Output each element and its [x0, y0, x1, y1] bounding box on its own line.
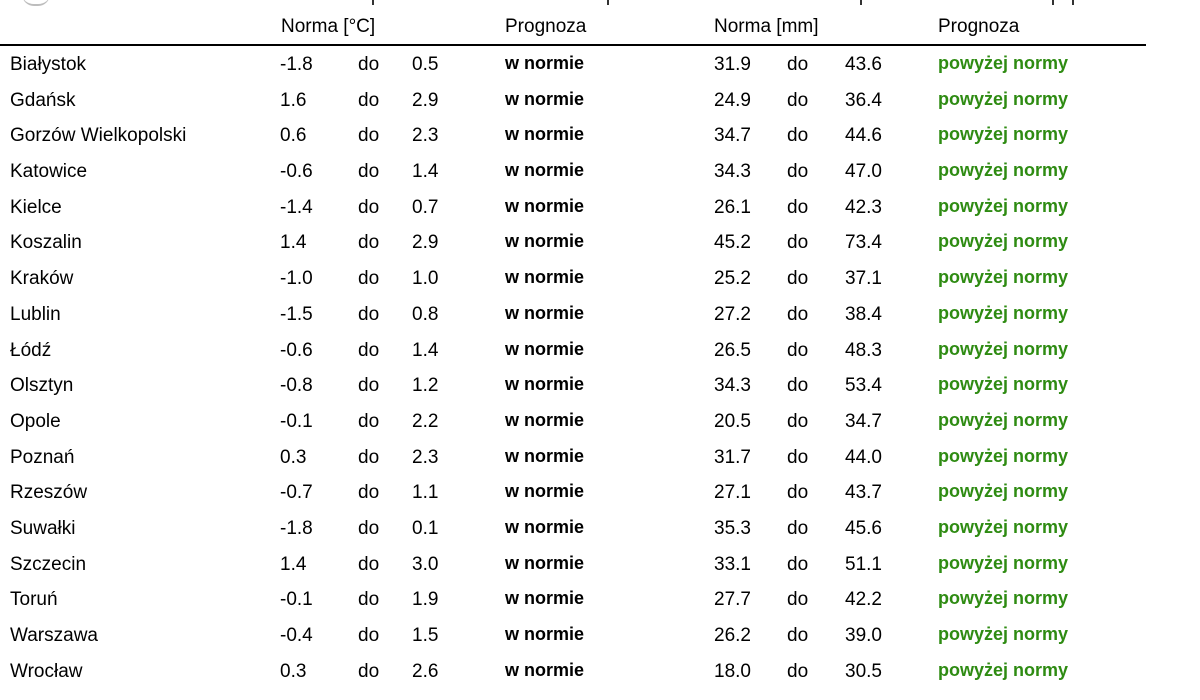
city-name: Kraków: [10, 268, 74, 290]
temp-norm-connector: do: [358, 232, 380, 254]
city-name: Kielce: [10, 196, 62, 218]
temp-norm-min: -1.5: [280, 303, 313, 325]
precip-forecast: powyżej normy: [938, 445, 1069, 466]
precip-norm-min: 26.1: [714, 196, 751, 218]
precip-forecast: powyżej normy: [938, 195, 1069, 216]
temp-norm-min: 0.3: [280, 446, 307, 468]
temp-norm-max: 1.2: [412, 375, 439, 397]
table-row: [0, 475, 1200, 511]
precip-norm-min: 26.2: [714, 625, 751, 646]
temp-forecast: w normie: [505, 267, 585, 288]
city-name: Warszawa: [10, 625, 98, 646]
precip-norm-connector: do: [787, 125, 809, 147]
precip-norm-min: 34.7: [714, 125, 751, 147]
city-name: Białystok: [10, 54, 87, 75]
table-row: [0, 225, 1200, 261]
temp-norm-max: 0.7: [412, 196, 439, 218]
precip-norm-connector: do: [787, 625, 809, 646]
temp-norm-connector: do: [358, 303, 380, 325]
clipped-mark: [860, 0, 862, 5]
temp-norm-connector: do: [358, 625, 380, 646]
temp-forecast: w normie: [505, 516, 585, 537]
precip-norm-min: 26.5: [714, 339, 751, 361]
temp-forecast: w normie: [505, 88, 585, 109]
precip-norm-min: 45.2: [714, 232, 751, 254]
precip-norm-max: 48.3: [845, 339, 882, 361]
temp-forecast: w normie: [505, 124, 585, 145]
precip-forecast: powyżej normy: [938, 88, 1069, 109]
temp-norm-connector: do: [358, 589, 380, 611]
temp-norm-connector: do: [358, 339, 380, 361]
temp-norm-min: 1.4: [280, 232, 307, 254]
precip-forecast: powyżej normy: [938, 53, 1069, 73]
temp-forecast: w normie: [505, 374, 585, 395]
precip-norm-max: 51.1: [845, 553, 882, 575]
precip-forecast: powyżej normy: [938, 481, 1069, 502]
precip-norm-max: 43.7: [845, 482, 882, 504]
precip-norm-min: 27.7: [714, 589, 751, 611]
clipped-logo-arc: [22, 0, 50, 6]
precip-norm-max: 43.6: [845, 54, 882, 75]
precip-norm-connector: do: [787, 446, 809, 468]
precip-norm-max: 45.6: [845, 517, 882, 539]
temp-norm-connector: do: [358, 89, 380, 111]
precip-norm-connector: do: [787, 89, 809, 111]
precip-forecast: powyżej normy: [938, 624, 1069, 644]
temp-forecast: w normie: [505, 624, 585, 644]
temp-norm-min: -0.4: [280, 625, 313, 646]
temp-norm-max: 2.9: [412, 232, 439, 254]
header-norma-temperature: Norma [°C]: [281, 16, 376, 37]
temp-norm-max: 0.5: [412, 54, 439, 75]
precip-norm-max: 30.5: [845, 660, 882, 682]
city-name: Opole: [10, 410, 61, 432]
city-name: Rzeszów: [10, 482, 88, 504]
clipped-mark: [372, 0, 374, 5]
city-name: Toruń: [10, 589, 58, 611]
temp-forecast: w normie: [505, 195, 585, 216]
precip-norm-connector: do: [787, 339, 809, 361]
precip-forecast: powyżej normy: [938, 374, 1069, 395]
city-name: Olsztyn: [10, 375, 74, 397]
temp-norm-min: 1.6: [280, 89, 307, 111]
temp-norm-min: 0.3: [280, 660, 307, 682]
precip-forecast: powyżej normy: [938, 338, 1069, 359]
temp-norm-connector: do: [358, 410, 380, 432]
temp-forecast: w normie: [505, 481, 585, 502]
city-name: Koszalin: [10, 232, 82, 254]
temp-norm-max: 1.9: [412, 589, 439, 611]
precip-norm-min: 27.1: [714, 482, 751, 504]
precip-norm-max: 44.0: [845, 446, 882, 468]
precip-forecast: powyżej normy: [938, 267, 1069, 288]
temp-norm-min: -0.6: [280, 161, 313, 183]
table-row: [0, 511, 1200, 547]
precip-norm-max: 73.4: [845, 232, 882, 254]
table-row: [0, 404, 1200, 440]
temp-norm-min: -1.8: [280, 54, 313, 75]
temp-norm-max: 2.3: [412, 125, 439, 147]
precip-norm-max: 42.3: [845, 196, 882, 218]
temp-norm-max: 3.0: [412, 553, 439, 575]
temp-forecast: w normie: [505, 53, 585, 73]
city-name: Gdańsk: [10, 89, 76, 111]
city-name: Suwałki: [10, 517, 76, 539]
city-name: Szczecin: [10, 553, 87, 575]
temp-norm-connector: do: [358, 125, 380, 147]
table-body: [0, 47, 1200, 689]
precip-norm-max: 38.4: [845, 303, 882, 325]
temp-norm-min: 1.4: [280, 553, 307, 575]
precip-forecast: powyżej normy: [938, 552, 1069, 573]
temp-norm-connector: do: [358, 161, 380, 183]
temp-norm-connector: do: [358, 196, 380, 218]
precip-forecast: powyżej normy: [938, 516, 1069, 537]
precip-norm-min: 35.3: [714, 517, 751, 539]
clipped-mark: [607, 0, 609, 5]
temp-forecast: w normie: [505, 659, 585, 680]
table-row: [0, 261, 1200, 297]
temp-norm-min: -0.1: [280, 410, 313, 432]
precip-norm-min: 31.7: [714, 446, 751, 468]
precip-norm-connector: do: [787, 410, 809, 432]
temp-norm-max: 2.6: [412, 660, 439, 682]
table-row: [0, 47, 1200, 83]
temp-forecast: w normie: [505, 552, 585, 573]
precip-norm-connector: do: [787, 54, 809, 75]
precip-forecast: powyżej normy: [938, 124, 1069, 145]
precip-norm-min: 25.2: [714, 268, 751, 290]
temp-forecast: w normie: [505, 302, 585, 323]
precip-forecast: powyżej normy: [938, 409, 1069, 430]
table-row: [0, 190, 1200, 226]
precip-norm-min: 34.3: [714, 375, 751, 397]
temp-norm-max: 1.4: [412, 161, 439, 183]
precip-norm-max: 42.2: [845, 589, 882, 611]
temp-norm-max: 1.0: [412, 268, 439, 290]
precip-norm-min: 27.2: [714, 303, 751, 325]
precip-norm-max: 53.4: [845, 375, 882, 397]
header-prognoza-precipitation: Prognoza: [938, 16, 1020, 37]
temp-norm-max: 2.9: [412, 89, 439, 111]
temp-norm-connector: do: [358, 482, 380, 504]
precip-norm-min: 34.3: [714, 161, 751, 183]
table-row: [0, 83, 1200, 119]
precip-norm-connector: do: [787, 232, 809, 254]
temp-forecast: w normie: [505, 160, 585, 181]
temp-norm-connector: do: [358, 553, 380, 575]
precip-norm-connector: do: [787, 589, 809, 611]
table-row: [0, 618, 1200, 654]
precip-norm-connector: do: [787, 268, 809, 290]
precip-norm-connector: do: [787, 482, 809, 504]
header-norma-precipitation: Norma [mm]: [714, 16, 819, 37]
table-row: [0, 547, 1200, 583]
precip-norm-connector: do: [787, 660, 809, 682]
temp-norm-connector: do: [358, 375, 380, 397]
precip-norm-max: 47.0: [845, 161, 882, 183]
precip-norm-min: 18.0: [714, 660, 751, 682]
temp-norm-connector: do: [358, 54, 380, 75]
precip-norm-min: 31.9: [714, 54, 751, 75]
temp-norm-min: -1.4: [280, 196, 313, 218]
table-row: [0, 582, 1200, 618]
clipped-mark: [1052, 0, 1054, 5]
temp-norm-max: 1.4: [412, 339, 439, 361]
table-row: [0, 440, 1200, 476]
city-name: Wrocław: [10, 660, 83, 682]
temp-forecast: w normie: [505, 409, 585, 430]
clipped-mark: [1072, 0, 1074, 5]
temp-norm-max: 0.1: [412, 517, 439, 539]
precip-norm-connector: do: [787, 375, 809, 397]
temp-forecast: w normie: [505, 231, 585, 252]
temp-norm-max: 1.5: [412, 625, 439, 646]
precip-forecast: powyżej normy: [938, 659, 1069, 680]
temp-norm-max: 1.1: [412, 482, 439, 504]
table-row: [0, 654, 1200, 690]
city-name: Poznań: [10, 446, 75, 468]
temp-forecast: w normie: [505, 588, 585, 609]
temp-forecast: w normie: [505, 445, 585, 466]
city-name: Katowice: [10, 161, 88, 183]
precip-forecast: powyżej normy: [938, 160, 1069, 181]
table-row: [0, 333, 1200, 369]
temp-norm-max: 2.3: [412, 446, 439, 468]
temp-norm-connector: do: [358, 446, 380, 468]
table-row: [0, 154, 1200, 190]
precip-norm-max: 34.7: [845, 410, 882, 432]
precip-norm-min: 24.9: [714, 89, 751, 111]
city-name: Łódź: [10, 339, 52, 361]
table-row: [0, 118, 1200, 154]
temp-norm-connector: do: [358, 517, 380, 539]
header-prognoza-temperature: Prognoza: [505, 16, 587, 37]
table-row: [0, 297, 1200, 333]
city-name: Lublin: [10, 303, 61, 325]
precip-norm-connector: do: [787, 303, 809, 325]
precip-norm-min: 20.5: [714, 410, 751, 432]
table-header: [0, 10, 1146, 46]
city-name: Gorzów Wielkopolski: [10, 125, 187, 147]
precip-norm-max: 36.4: [845, 89, 882, 111]
precip-norm-connector: do: [787, 553, 809, 575]
table-row: [0, 368, 1200, 404]
precip-norm-min: 33.1: [714, 553, 751, 575]
precip-forecast: powyżej normy: [938, 302, 1069, 323]
temp-norm-min: -0.8: [280, 375, 313, 397]
temp-norm-connector: do: [358, 268, 380, 290]
precip-norm-connector: do: [787, 517, 809, 539]
temp-norm-min: -0.1: [280, 589, 313, 611]
temp-norm-max: 2.2: [412, 410, 439, 432]
temp-norm-min: -0.7: [280, 482, 313, 504]
temp-forecast: w normie: [505, 338, 585, 359]
precip-norm-connector: do: [787, 196, 809, 218]
precip-norm-max: 39.0: [845, 625, 882, 646]
temp-norm-min: -0.6: [280, 339, 313, 361]
precip-forecast: powyżej normy: [938, 231, 1069, 252]
temp-norm-min: -1.8: [280, 517, 313, 539]
temp-norm-min: -1.0: [280, 268, 313, 290]
precip-norm-connector: do: [787, 161, 809, 183]
precip-norm-max: 37.1: [845, 268, 882, 290]
temp-norm-min: 0.6: [280, 125, 307, 147]
temp-norm-connector: do: [358, 660, 380, 682]
temp-norm-max: 0.8: [412, 303, 439, 325]
precip-forecast: powyżej normy: [938, 588, 1069, 609]
precip-norm-max: 44.6: [845, 125, 882, 147]
